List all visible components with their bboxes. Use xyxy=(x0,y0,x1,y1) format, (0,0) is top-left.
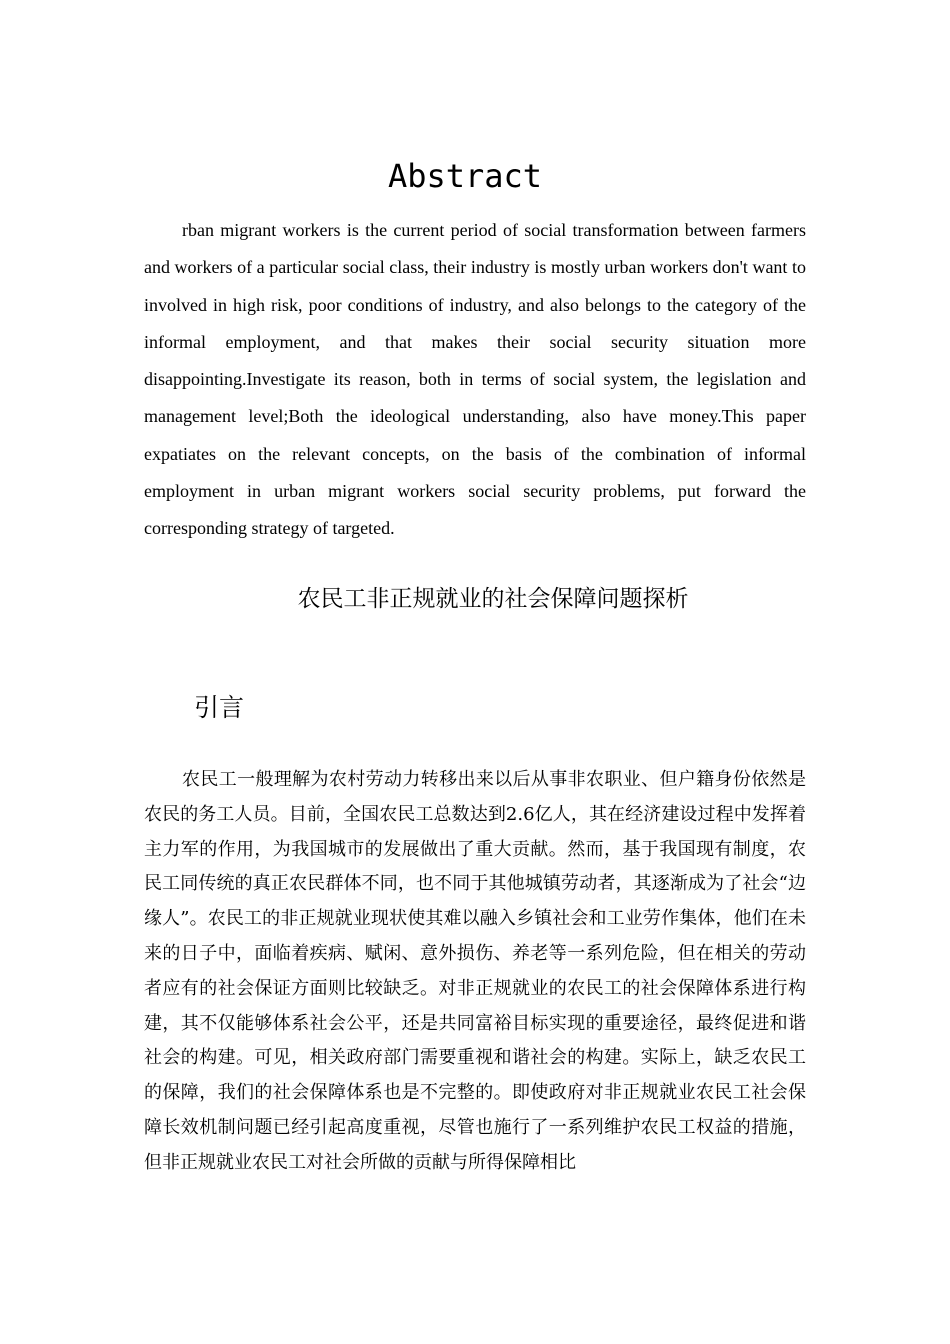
abstract-paragraph: rban migrant workers is the current period of social transformation between farmers and workers of a particular social class, their industry is mostly urban workers don't want to involved in high risk, poor conditions of industry, and also belongs to the category of the informal employment, and that makes their social security situation more disappointing.Investigate its reason, both in terms of social system, the legislation and management level;Both the ideological understanding, also have money.This paper expatiates on the relevant concepts, on the basis of the combination of informal employment in urban migrant workers social security problems, put forward the corresponding strategy of targeted. xyxy=(144,220,806,539)
paper-title: 农民工非正规就业的社会保障问题探析 xyxy=(297,586,689,612)
introduction-paragraph: 农民工一般理解为农村劳动力转移出来以后从事非农职业、但户籍身份依然是农民的务工人员。目前，全国农民工总数达到2.6亿人，其在经济建设过程中发挥着主力军的作用，为我国城市的发展做出了重大贡献。然而，基于我国现有制度，农民工同传统的真正农民群体不同，也不同于其他城镇劳动者，其逐渐成为了社会“边缘人”。农民工的非正规就业现状使其难以融入乡镇社会和工业劳作集体，他们在未来的日子中，面临着疾病、赋闲、意外损伤、养老等一系列危险，但在相关的劳动者应有的社会保证方面则比较缺乏。对非正规就业的农民工的社会保障体系进行构建，其不仅能够体系社会公平，还是共同富裕目标实现的重要途径，最终促进和谐社会的构建。可见，相关政府部门需要重视和谐社会的构建。实际上，缺乏农民工的保障，我们的社会保障体系也是不完整的。即使政府对非正规就业农民工社会保障长效机制问题已经引起高度重视，尽管也施行了一系列维护农民工权益的措施，但非正规就业农民工对社会所做的贡献与所得保障相比 xyxy=(144,769,806,1173)
introduction-heading: 引言 xyxy=(194,693,245,722)
abstract-title: Abstract xyxy=(387,157,543,195)
